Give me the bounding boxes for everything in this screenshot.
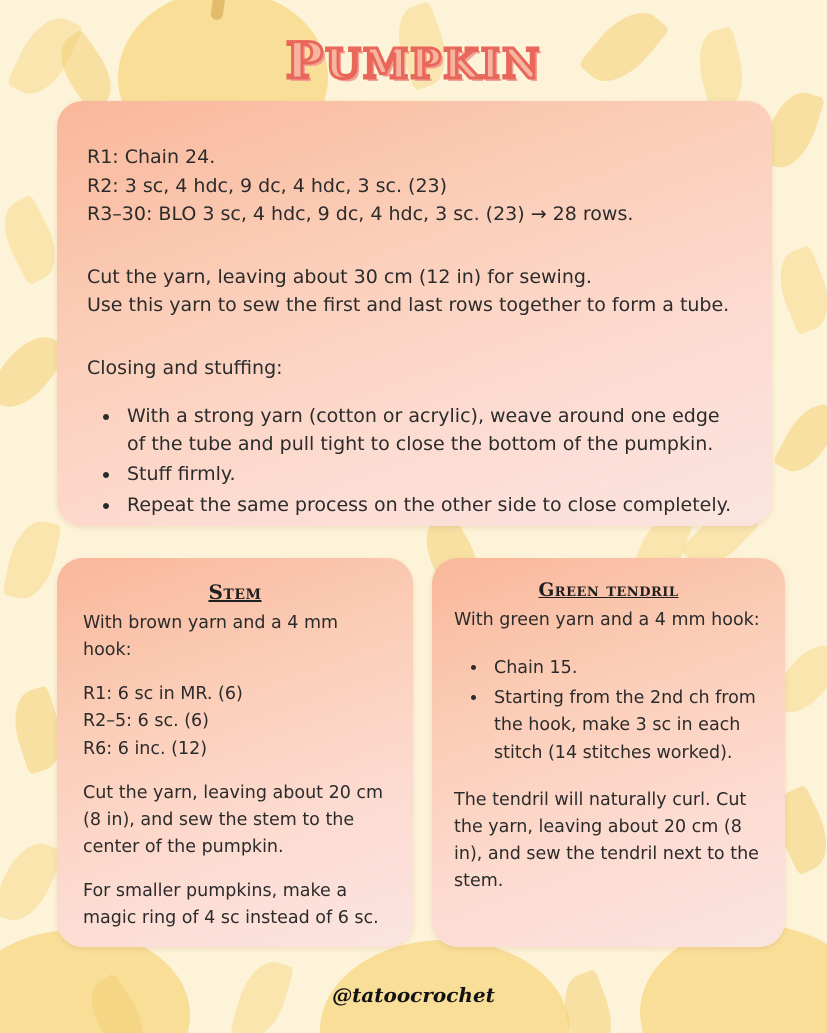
spacer: [87, 246, 742, 263]
spacer: [87, 320, 742, 337]
main-instructions-card: [57, 101, 772, 526]
spacer: [454, 770, 763, 787]
spacer: [83, 664, 387, 681]
account-handle: @tatoocrochet: [332, 983, 495, 1007]
background-leaf: [773, 395, 827, 481]
stem-card-body: [83, 610, 387, 932]
round-line-2: R2: 3 sc, 4 hdc, 9 dc, 4 hdc, 3 sc. (23): [87, 174, 448, 197]
note-line-2: Use this yarn to sew the first and last rows together to form a tube.: [87, 294, 730, 316]
spacer: [87, 382, 742, 399]
stem-card-title: Stem: [208, 580, 262, 604]
green-tendril-card: [432, 558, 785, 947]
list-item: • Stuff firmly.: [121, 461, 742, 489]
page-title: pumpkin: [285, 10, 542, 95]
stem-card: [57, 558, 413, 947]
list-item: • Starting from the 2nd ch from the hook, make 3 sc in each stitch (14 stitches worked).: [488, 685, 763, 766]
page-title-wrapper: [0, 10, 827, 95]
tendril-card-title: Green tendril: [538, 580, 679, 601]
round-line-1: R1: Chain 24.: [87, 146, 216, 168]
round-line-3: R3–30: BLO 3 sc, 4 hdc, 9 dc, 4 hdc, 3 sc. (23) → 28 rows.: [87, 203, 634, 225]
spacer: [87, 337, 742, 354]
stem-intro: With brown yarn and a 4 mm hook:: [83, 613, 344, 661]
list-item: • Repeat the same process on the other side to close completely.: [121, 492, 742, 520]
spacer: [83, 861, 387, 878]
closing-stuffing-label: Closing and stuffing:: [87, 356, 283, 379]
tendril-card-body: [454, 607, 763, 895]
closing-steps-list: [87, 403, 742, 519]
background-leaf: [769, 245, 827, 336]
stem-round-1: R1: 6 sc in MR. (6): [83, 684, 243, 705]
tendril-intro: With green yarn and a 4 mm hook:: [454, 610, 760, 630]
spacer: [87, 229, 742, 246]
stem-note-1: Cut the yarn, leaving about 20 cm (8 in), and sew the stem to the center of the pumpkin.: [83, 782, 389, 857]
background-leaf: [0, 834, 64, 929]
list-item: • Chain 15.: [488, 655, 763, 682]
tendril-steps-list: [454, 655, 763, 767]
spacer: [83, 763, 387, 780]
stem-note-2: For smaller pumpkins, make a magic ring of 4 sc instead of 6 sc.: [83, 881, 379, 929]
background-leaf: [2, 516, 62, 603]
stem-round-3: R6: 6 inc. (12): [83, 738, 208, 759]
stem-round-2: R2–5: 6 sc. (6): [83, 711, 209, 732]
main-card-body: [87, 143, 742, 519]
note-line-1: Cut the yarn, leaving about 30 cm (12 in) for sewing.: [87, 265, 592, 288]
tendril-note: The tendril will naturally curl. Cut the yarn, leaving about 20 cm (8 in), and sew the tendril next to the stem.: [454, 789, 765, 891]
list-item: • With a strong yarn (cotton or acrylic), weave around one edge of the tube and pull tight to close the bottom of the pumpkin.: [121, 403, 742, 458]
spacer: [454, 634, 763, 651]
